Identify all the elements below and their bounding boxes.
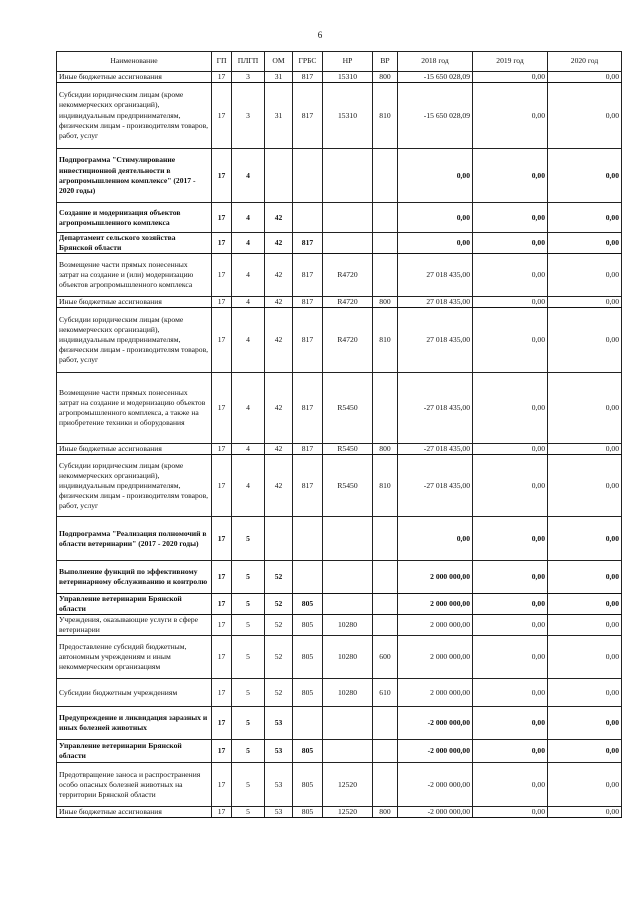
cell-om: 31 (265, 83, 293, 149)
cell-plgp: 5 (232, 763, 265, 807)
cell-gp: 17 (212, 203, 232, 233)
cell-name: Иные бюджетные ассигнования (57, 807, 212, 818)
cell-2020: 0,00 (548, 308, 622, 373)
cell-nr: R4720 (323, 297, 373, 308)
cell-name: Предотвращение заноса и распространения особо опасных болезней животных на территории Брянской области (57, 763, 212, 807)
cell-om: 53 (265, 707, 293, 740)
cell-nr: 10280 (323, 615, 373, 636)
cell-gp: 17 (212, 636, 232, 679)
page-number: 6 (317, 30, 323, 40)
cell-om (265, 149, 293, 203)
cell-2020: 0,00 (548, 517, 622, 561)
cell-grbs: 805 (293, 594, 323, 615)
cell-om: 42 (265, 455, 293, 517)
table-row (57, 594, 622, 615)
header-name: Наименование (57, 52, 212, 72)
cell-nr: 10280 (323, 679, 373, 707)
cell-nr (323, 594, 373, 615)
cell-2018: 0,00 (398, 203, 473, 233)
table-row (57, 149, 622, 203)
cell-vr: 800 (373, 297, 398, 308)
cell-plgp: 4 (232, 149, 265, 203)
cell-vr: 810 (373, 455, 398, 517)
cell-vr: 810 (373, 308, 398, 373)
cell-2019: 0,00 (473, 444, 548, 455)
cell-name: Иные бюджетные ассигнования (57, 297, 212, 308)
table-row (57, 72, 622, 83)
cell-nr: 12520 (323, 807, 373, 818)
cell-name: Субсидии бюджетным учреждениям (57, 679, 212, 707)
header-2018: 2018 год (398, 52, 473, 72)
table-row (57, 455, 622, 517)
cell-om (265, 517, 293, 561)
cell-grbs: 817 (293, 83, 323, 149)
cell-grbs: 805 (293, 807, 323, 818)
cell-name: Подпрограмма "Реализация полномочий в области ветеринарии" (2017 - 2020 годы) (57, 517, 212, 561)
cell-om: 42 (265, 254, 293, 297)
cell-2020: 0,00 (548, 233, 622, 254)
cell-2018: -2 000 000,00 (398, 807, 473, 818)
cell-plgp: 4 (232, 233, 265, 254)
cell-2018: -27 018 435,00 (398, 444, 473, 455)
cell-om: 42 (265, 203, 293, 233)
cell-grbs: 817 (293, 72, 323, 83)
cell-nr (323, 203, 373, 233)
cell-2020: 0,00 (548, 72, 622, 83)
cell-gp: 17 (212, 373, 232, 444)
cell-name: Предоставление субсидий бюджетным, автономным учреждениям и иным некоммерческим организациям (57, 636, 212, 679)
table-row (57, 517, 622, 561)
cell-name: Выполнение функций по эффективному ветеринарному обслуживанию и контролю (57, 561, 212, 594)
cell-vr (373, 561, 398, 594)
cell-gp: 17 (212, 444, 232, 455)
cell-om: 53 (265, 763, 293, 807)
cell-2020: 0,00 (548, 444, 622, 455)
table-row (57, 297, 622, 308)
cell-plgp: 5 (232, 615, 265, 636)
cell-2019: 0,00 (473, 561, 548, 594)
table-row (57, 807, 622, 818)
cell-2018: -15 650 028,09 (398, 72, 473, 83)
cell-nr (323, 707, 373, 740)
cell-grbs: 805 (293, 763, 323, 807)
cell-2018: -2 000 000,00 (398, 740, 473, 763)
cell-2019: 0,00 (473, 455, 548, 517)
cell-plgp: 5 (232, 594, 265, 615)
cell-2019: 0,00 (473, 615, 548, 636)
cell-name: Управление ветеринарии Брянской области (57, 594, 212, 615)
cell-2019: 0,00 (473, 254, 548, 297)
cell-vr (373, 373, 398, 444)
cell-name: Возмещение части прямых понесенных затрат на создание и модернизацию объектов агропромышленного комплекса, а также на приобретение техники и оборудования (57, 373, 212, 444)
cell-grbs: 817 (293, 254, 323, 297)
cell-2018: 0,00 (398, 517, 473, 561)
budget-table (56, 51, 622, 818)
cell-name: Департамент сельского хозяйства Брянской области (57, 233, 212, 254)
cell-plgp: 5 (232, 707, 265, 740)
cell-nr (323, 740, 373, 763)
cell-om: 52 (265, 679, 293, 707)
cell-grbs: 817 (293, 444, 323, 455)
cell-2019: 0,00 (473, 83, 548, 149)
cell-gp: 17 (212, 807, 232, 818)
table-row (57, 740, 622, 763)
cell-2019: 0,00 (473, 594, 548, 615)
cell-gp: 17 (212, 149, 232, 203)
cell-grbs (293, 561, 323, 594)
cell-2020: 0,00 (548, 740, 622, 763)
cell-gp: 17 (212, 517, 232, 561)
cell-nr: 12520 (323, 763, 373, 807)
cell-name: Возмещение части прямых понесенных затрат на создание и (или) модернизацию объектов агропромышленного комплекса (57, 254, 212, 297)
cell-gp: 17 (212, 297, 232, 308)
header-vr: ВР (373, 52, 398, 72)
cell-vr (373, 615, 398, 636)
cell-2018: 2 000 000,00 (398, 636, 473, 679)
table-row (57, 203, 622, 233)
cell-plgp: 4 (232, 373, 265, 444)
cell-plgp: 5 (232, 807, 265, 818)
table-row (57, 615, 622, 636)
table-row (57, 233, 622, 254)
cell-plgp: 5 (232, 679, 265, 707)
cell-nr: R4720 (323, 308, 373, 373)
cell-2020: 0,00 (548, 203, 622, 233)
cell-om: 52 (265, 594, 293, 615)
table-row (57, 636, 622, 679)
cell-2018: 0,00 (398, 149, 473, 203)
cell-vr (373, 149, 398, 203)
cell-grbs (293, 149, 323, 203)
cell-nr (323, 517, 373, 561)
cell-2018: 27 018 435,00 (398, 254, 473, 297)
cell-om: 42 (265, 308, 293, 373)
cell-gp: 17 (212, 455, 232, 517)
table-row (57, 83, 622, 149)
cell-2019: 0,00 (473, 233, 548, 254)
cell-nr: 10280 (323, 636, 373, 679)
table-row (57, 373, 622, 444)
cell-nr (323, 149, 373, 203)
cell-gp: 17 (212, 615, 232, 636)
cell-2018: -15 650 028,09 (398, 83, 473, 149)
cell-vr (373, 233, 398, 254)
cell-om: 42 (265, 233, 293, 254)
header-grbs: ГРБС (293, 52, 323, 72)
table-header-row (57, 52, 622, 72)
cell-grbs: 817 (293, 308, 323, 373)
cell-2019: 0,00 (473, 763, 548, 807)
cell-2020: 0,00 (548, 636, 622, 679)
cell-2018: -27 018 435,00 (398, 455, 473, 517)
cell-vr: 800 (373, 444, 398, 455)
cell-plgp: 4 (232, 444, 265, 455)
cell-grbs: 817 (293, 233, 323, 254)
cell-2018: 2 000 000,00 (398, 615, 473, 636)
cell-2019: 0,00 (473, 203, 548, 233)
cell-2019: 0,00 (473, 373, 548, 444)
cell-2019: 0,00 (473, 72, 548, 83)
cell-vr: 800 (373, 72, 398, 83)
cell-grbs: 805 (293, 740, 323, 763)
table-row (57, 444, 622, 455)
cell-2018: -27 018 435,00 (398, 373, 473, 444)
cell-name: Управление ветеринарии Брянской области (57, 740, 212, 763)
cell-grbs: 817 (293, 297, 323, 308)
cell-2018: -2 000 000,00 (398, 707, 473, 740)
cell-nr: 15310 (323, 72, 373, 83)
cell-gp: 17 (212, 72, 232, 83)
cell-2020: 0,00 (548, 254, 622, 297)
cell-nr: R5450 (323, 444, 373, 455)
cell-grbs: 817 (293, 373, 323, 444)
cell-2019: 0,00 (473, 149, 548, 203)
cell-om: 52 (265, 561, 293, 594)
cell-2020: 0,00 (548, 807, 622, 818)
cell-plgp: 5 (232, 517, 265, 561)
cell-plgp: 4 (232, 297, 265, 308)
cell-name: Субсидии юридическим лицам (кроме некоммерческих организаций), индивидуальным предпринимателям, физическим лицам - производителям товаров, работ, услуг (57, 83, 212, 149)
cell-plgp: 5 (232, 740, 265, 763)
cell-name: Учреждения, оказывающие услуги в сфере ветеринарии (57, 615, 212, 636)
cell-grbs: 805 (293, 615, 323, 636)
cell-nr: R4720 (323, 254, 373, 297)
cell-gp: 17 (212, 707, 232, 740)
cell-gp: 17 (212, 740, 232, 763)
cell-gp: 17 (212, 679, 232, 707)
cell-vr (373, 517, 398, 561)
cell-plgp: 3 (232, 83, 265, 149)
cell-om: 53 (265, 740, 293, 763)
cell-gp: 17 (212, 254, 232, 297)
cell-2020: 0,00 (548, 297, 622, 308)
header-nr: НР (323, 52, 373, 72)
cell-gp: 17 (212, 308, 232, 373)
table-body (57, 72, 622, 818)
table-row (57, 308, 622, 373)
cell-2019: 0,00 (473, 517, 548, 561)
cell-2020: 0,00 (548, 594, 622, 615)
cell-nr: R5450 (323, 455, 373, 517)
cell-vr (373, 707, 398, 740)
cell-2019: 0,00 (473, 679, 548, 707)
header-gp: ГП (212, 52, 232, 72)
cell-2018: 0,00 (398, 233, 473, 254)
cell-vr (373, 254, 398, 297)
cell-om: 42 (265, 297, 293, 308)
cell-2020: 0,00 (548, 561, 622, 594)
cell-grbs: 817 (293, 455, 323, 517)
cell-2018: 2 000 000,00 (398, 561, 473, 594)
cell-om: 52 (265, 615, 293, 636)
cell-gp: 17 (212, 561, 232, 594)
cell-2019: 0,00 (473, 636, 548, 679)
cell-grbs: 805 (293, 636, 323, 679)
cell-om: 52 (265, 636, 293, 679)
cell-gp: 17 (212, 83, 232, 149)
cell-name: Субсидии юридическим лицам (кроме некоммерческих организаций), индивидуальным предпринимателям, физическим лицам - производителям товаров, работ, услуг (57, 455, 212, 517)
cell-grbs: 805 (293, 679, 323, 707)
cell-vr (373, 203, 398, 233)
cell-plgp: 5 (232, 561, 265, 594)
table-row (57, 707, 622, 740)
cell-vr: 600 (373, 636, 398, 679)
cell-plgp: 5 (232, 636, 265, 679)
cell-vr: 810 (373, 83, 398, 149)
table-row (57, 254, 622, 297)
cell-2020: 0,00 (548, 373, 622, 444)
cell-gp: 17 (212, 594, 232, 615)
cell-2020: 0,00 (548, 149, 622, 203)
cell-plgp: 4 (232, 203, 265, 233)
cell-2020: 0,00 (548, 763, 622, 807)
cell-grbs (293, 517, 323, 561)
cell-nr: 15310 (323, 83, 373, 149)
cell-nr (323, 561, 373, 594)
cell-vr: 610 (373, 679, 398, 707)
cell-plgp: 3 (232, 72, 265, 83)
cell-2018: 2 000 000,00 (398, 594, 473, 615)
cell-name: Подпрограмма "Стимулирование инвестиционной деятельности в агропромышленном комплексе" (2017 - 2020 годы) (57, 149, 212, 203)
header-plgp: ПЛГП (232, 52, 265, 72)
cell-2019: 0,00 (473, 807, 548, 818)
cell-2018: 27 018 435,00 (398, 297, 473, 308)
cell-2020: 0,00 (548, 615, 622, 636)
cell-gp: 17 (212, 233, 232, 254)
table-row (57, 763, 622, 807)
cell-plgp: 4 (232, 455, 265, 517)
cell-name: Предупреждение и ликвидация заразных и иных болезней животных (57, 707, 212, 740)
header-2020: 2020 год (548, 52, 622, 72)
cell-name: Иные бюджетные ассигнования (57, 444, 212, 455)
cell-name: Иные бюджетные ассигнования (57, 72, 212, 83)
cell-om: 53 (265, 807, 293, 818)
cell-om: 42 (265, 373, 293, 444)
table-row (57, 561, 622, 594)
cell-nr (323, 233, 373, 254)
cell-vr (373, 740, 398, 763)
cell-name: Создание и модернизация объектов агропромышленного комплекса (57, 203, 212, 233)
cell-2020: 0,00 (548, 455, 622, 517)
cell-plgp: 4 (232, 254, 265, 297)
cell-om: 42 (265, 444, 293, 455)
cell-2019: 0,00 (473, 297, 548, 308)
header-om: ОМ (265, 52, 293, 72)
cell-2020: 0,00 (548, 707, 622, 740)
cell-name: Субсидии юридическим лицам (кроме некоммерческих организаций), индивидуальным предпринимателям, физическим лицам - производителям товаров, работ, услуг (57, 308, 212, 373)
cell-2018: 2 000 000,00 (398, 679, 473, 707)
cell-nr: R5450 (323, 373, 373, 444)
cell-2018: -2 000 000,00 (398, 763, 473, 807)
table-row (57, 679, 622, 707)
cell-2019: 0,00 (473, 707, 548, 740)
header-2019: 2019 год (473, 52, 548, 72)
cell-grbs (293, 203, 323, 233)
cell-plgp: 4 (232, 308, 265, 373)
cell-2020: 0,00 (548, 679, 622, 707)
cell-2018: 27 018 435,00 (398, 308, 473, 373)
cell-2020: 0,00 (548, 83, 622, 149)
cell-2019: 0,00 (473, 740, 548, 763)
cell-vr: 800 (373, 807, 398, 818)
cell-vr (373, 594, 398, 615)
cell-grbs (293, 707, 323, 740)
cell-gp: 17 (212, 763, 232, 807)
cell-2019: 0,00 (473, 308, 548, 373)
cell-vr (373, 763, 398, 807)
cell-om: 31 (265, 72, 293, 83)
